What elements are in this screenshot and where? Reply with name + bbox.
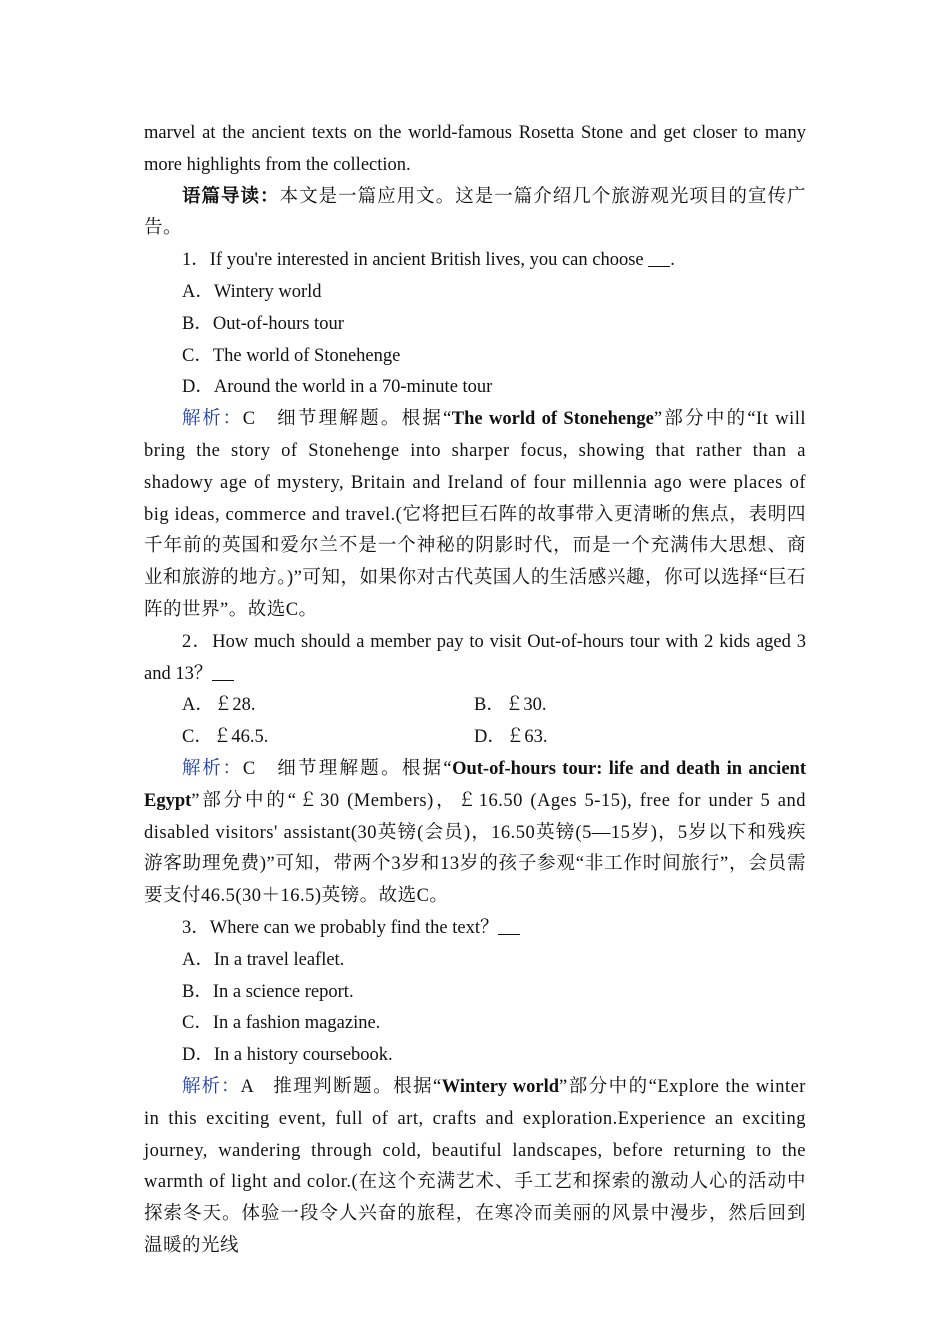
question-2-analysis: 解析：C 细节理解题。根据“Out-of-hours tour: life and death in ancient Egypt”部分中的“￡30 (Members)，￡16.50 (Ages 5-15), free for under 5 and disabled visitors' assistant(30英镑(会员)，16.50英镑(5—15岁)，5岁以下和残疾游客助理免费)”可知，带两个3岁和13岁的孩子参观“非工作时间旅行”，会员需要支付46.5(30＋16.5)英镑。故选C。 [144,758,806,907]
document-page [144,118,806,1263]
question-3-stem: 3．Where can we probably find the text？ [144,913,806,945]
analysis-answer: C [242,758,256,779]
question-1-analysis: 解析：C 细节理解题。根据“The world of Stonehenge”部分中的“It will bring the story of Stonehenge into sharper focus, showing that rather than a shadowy age of mystery, Britain and Ireland of four millennia ago were places of big ideas, commerce and travel.(它将把巨石阵的故事带入更清晰的焦点，表明四千年前的英国和爱尔兰不是一个神秘的阴影时代，而是一个充满伟大思想、商业和旅游的地方。)”可知，如果你对古代英国人的生活感兴趣，你可以选择“巨石阵的世界”。故选C。 [144,409,806,620]
question-3-option-a: A．In a travel leaflet. [182,949,345,970]
analysis-label: 解析： [182,1076,241,1097]
question-2-option-c: C．￡46.5. [182,727,269,748]
question-1-stem: 1．If you're interested in ancient British lives, you can choose . [182,250,675,271]
reading-guide-label: 语篇导读： [182,186,280,207]
analysis-quote-title: Out-of-hours tour: life and death in ancient Egypt [144,758,806,811]
analysis-quote-title: The world of Stonehenge [451,409,654,430]
question-3-analysis: 解析：A 推理判断题。根据“Wintery world”部分中的“Explore the winter in this exciting event, full of art, crafts and exploration.Experience an exciting journey, wandering through cold, beautiful landscapes, before returning to the warmth of light and color.(在这个充满艺术、手工艺和探索的激动人心的活动中探索冬天。体验一段令人兴奋的旅程，在寒冷而美丽的风景中漫步，然后回到温暖的光线 [144,1076,806,1256]
analysis-label: 解析： [182,409,243,430]
question-1-option-b: B．Out-of-hours tour [182,313,344,334]
analysis-answer: C [242,409,256,430]
question-2-options-row-1 [144,690,806,722]
reading-guide-text: 本文是一篇应用文。这是一篇介绍几个旅游观光项目的宣传广告。 [144,186,806,239]
question-1-option-d: D．Around the world in a 70-minute tour [182,377,493,398]
analysis-label: 解析： [182,758,243,779]
question-2-options-row-2 [144,722,806,754]
question-2-option-b: B．￡30. [474,695,547,716]
answer-blank [648,250,670,267]
question-3-option-d: D．In a history coursebook. [182,1045,393,1066]
question-1-option-a: A．Wintery world [182,281,322,302]
question-2-option-a: A．￡28. [182,695,256,716]
reading-guide [144,182,806,246]
question-3-option-b: B．In a science report. [182,981,354,1002]
question-2-stem: 2．How much should a member pay to visit Out-of-hours tour with 2 kids aged 3 and 13？ [144,631,806,684]
passage-continuation: marvel at the ancient texts on the world-famous Rosetta Stone and get closer to many more highlights from the collection. [144,123,806,175]
analysis-answer: A [240,1076,253,1097]
answer-blank [212,664,234,681]
question-1-option-c: C．The world of Stonehenge [182,345,401,366]
answer-blank [498,918,520,935]
question-3-option-c: C．In a fashion magazine. [182,1013,381,1034]
analysis-quote-title: Wintery world [441,1076,560,1097]
question-2-option-d: D．￡63. [474,727,548,748]
